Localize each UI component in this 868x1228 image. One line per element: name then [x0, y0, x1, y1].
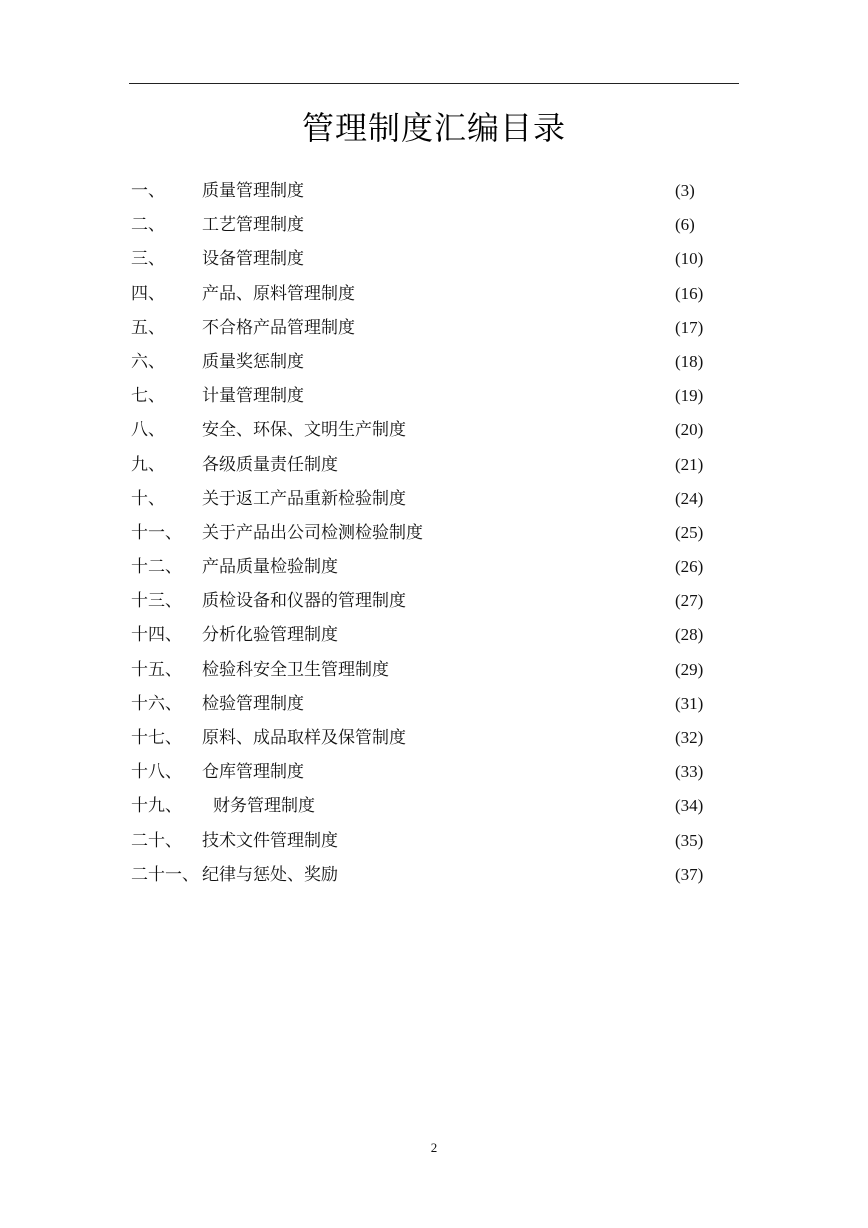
toc-entry-number: 一、: [131, 181, 165, 201]
toc-entry-number: 十三、: [131, 591, 182, 612]
toc-entry-number: 九、: [131, 454, 165, 475]
toc-entry-number: 二十一、: [131, 864, 199, 885]
toc-entry-page: (26): [675, 557, 704, 577]
toc-entry-page: (27): [675, 591, 704, 611]
toc-entry-page: (33): [675, 762, 704, 782]
page-number: 2: [430, 1140, 438, 1155]
toc-entry-1: [131, 174, 711, 208]
toc-entry-page: (20): [675, 420, 704, 440]
toc-entry-14: [131, 618, 711, 652]
toc-entry-number: 六、: [131, 351, 165, 372]
toc-entry-number: 十七、: [131, 728, 182, 748]
toc-entry-title: 纪律与惩处、奖励: [202, 864, 338, 885]
toc-entry-21: [131, 858, 711, 892]
header-rule: [129, 83, 739, 84]
toc-entry-number: 二十、: [131, 830, 182, 851]
toc-entry-title: 质量奖惩制度: [202, 351, 304, 372]
toc-entry-number: 十、: [131, 488, 165, 509]
toc-entry-title: 质检设备和仪器的管理制度: [202, 591, 406, 612]
toc-entry-page: (3): [675, 181, 695, 200]
toc-entry-7: [131, 379, 711, 413]
toc-entry-title: 财务管理制度: [213, 796, 315, 817]
toc-entry-number: 十四、: [131, 625, 182, 646]
toc-entry-title: 质量管理制度: [202, 181, 304, 201]
toc-entry-number: 二、: [131, 215, 165, 236]
toc-entry-number: 三、: [131, 249, 165, 270]
toc-entry-title: 分析化验管理制度: [202, 625, 338, 646]
toc-entry-8: [131, 413, 711, 447]
toc-entry-page: (19): [675, 386, 704, 406]
toc-entry-4: [131, 277, 711, 311]
toc-entry-title: 各级质量责任制度: [202, 454, 338, 475]
toc-entry-10: [131, 482, 711, 516]
toc-entry-number: 十九、: [131, 796, 182, 817]
toc-entry-16: [131, 687, 711, 721]
table-of-contents: [131, 174, 711, 892]
toc-entry-title: 仓库管理制度: [202, 762, 304, 783]
toc-entry-title: 技术文件管理制度: [202, 830, 338, 851]
toc-entry-page: (16): [675, 283, 704, 303]
toc-entry-number: 十六、: [131, 693, 182, 714]
toc-entry-page: (37): [675, 864, 704, 884]
toc-entry-page: (21): [675, 454, 704, 474]
toc-entry-page: (28): [675, 625, 704, 645]
toc-entry-title: 检验科安全卫生管理制度: [202, 659, 389, 680]
toc-entry-18: [131, 755, 711, 789]
toc-entry-title: 安全、环保、文明生产制度: [202, 420, 406, 441]
toc-entry-page: (10): [675, 249, 704, 269]
page-title: 管理制度汇编目录: [301, 109, 566, 147]
toc-entry-page: (6): [675, 215, 695, 235]
toc-entry-page: (32): [675, 728, 704, 747]
toc-entry-20: [131, 824, 711, 858]
toc-entry-2: [131, 208, 711, 242]
toc-entry-title: 关于产品出公司检测检验制度: [202, 522, 423, 543]
toc-entry-page: (35): [675, 830, 704, 850]
toc-entry-3: [131, 242, 711, 276]
toc-entry-title: 产品、原料管理制度: [202, 283, 355, 304]
toc-entry-page: (34): [675, 796, 704, 816]
toc-entry-title: 原料、成品取样及保管制度: [202, 728, 406, 748]
toc-entry-15: [131, 653, 711, 687]
toc-entry-page: (31): [675, 693, 704, 713]
toc-entry-number: 八、: [131, 420, 165, 441]
toc-entry-number: 十一、: [131, 522, 182, 543]
toc-entry-title: 计量管理制度: [202, 386, 304, 407]
toc-entry-9: [131, 448, 711, 482]
toc-entry-17: [131, 721, 711, 755]
toc-entry-5: [131, 311, 711, 345]
toc-entry-number: 四、: [131, 283, 165, 304]
toc-entry-number: 五、: [131, 317, 165, 338]
toc-entry-title: 关于返工产品重新检验制度: [202, 488, 406, 509]
toc-entry-number: 十五、: [131, 659, 182, 680]
toc-entry-number: 七、: [131, 386, 165, 407]
toc-entry-19: [131, 789, 711, 823]
toc-entry-11: [131, 516, 711, 550]
toc-entry-page: (24): [675, 488, 704, 508]
toc-entry-page: (29): [675, 659, 704, 679]
toc-entry-page: (17): [675, 317, 704, 337]
toc-entry-12: [131, 550, 711, 584]
toc-entry-number: 十八、: [131, 762, 182, 783]
toc-entry-number: 十二、: [131, 557, 182, 578]
toc-entry-page: (18): [675, 351, 704, 371]
toc-entry-page: (25): [675, 522, 704, 542]
toc-entry-title: 不合格产品管理制度: [202, 317, 355, 338]
toc-entry-title: 检验管理制度: [202, 693, 304, 714]
toc-entry-title: 设备管理制度: [202, 249, 304, 270]
toc-entry-title: 产品质量检验制度: [202, 557, 338, 578]
toc-entry-title: 工艺管理制度: [202, 215, 304, 236]
toc-entry-6: [131, 345, 711, 379]
toc-entry-13: [131, 584, 711, 618]
